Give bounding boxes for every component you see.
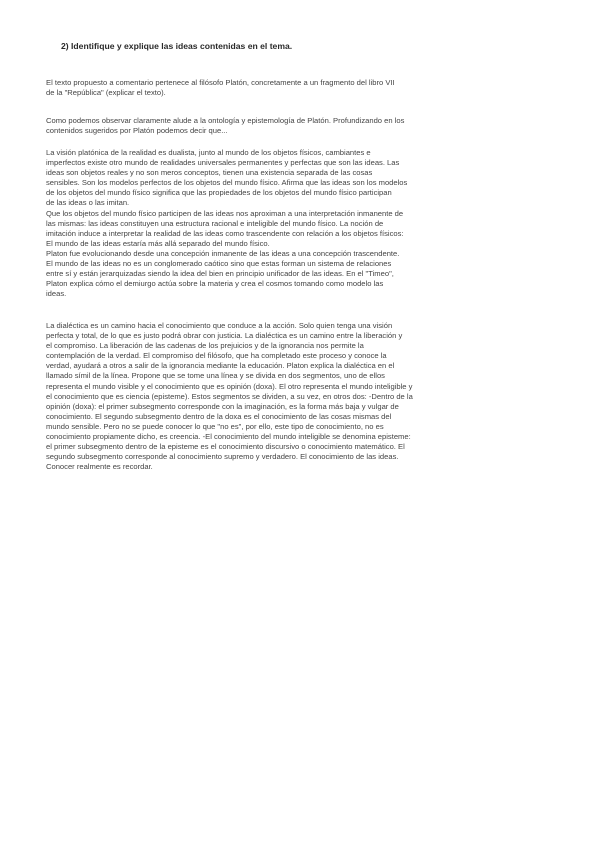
paragraph-ontology: Como podemos observar claramente alude a la ontología y epistemología de Platón. Profundizando en los contenidos sugeridos por Platón podemos decir que...	[46, 116, 405, 136]
paragraph-dualism: La visión platónica de la realidad es dualista, junto al mundo de los objetos físicos, cambiantes e imperfectos existe otro mundo de realidades universales permanentes y perfectas que son las ideas. Las ideas son objetos reales y no son meros conceptos, tienen una existencia separada de las cosas sensibles. Son los modelos perfectos de los objetos del mundo físico. Afirma que las ideas son los modelos de los objetos del mundo físico significa que las propiedades de los objetos del mundo físico participan de las ideas o las imitan. Que los objetos del mundo físico participen de las ideas nos aproximan a una interpretación inmanente de las mismas: las ideas constituyen una estructura racional e inteligible del mundo físico. La noción de imitación induce a interpretar la realidad de las ideas como trascendente con relación a los objetos físicos: El mundo de las ideas estaría más allá separado del mundo físico. Platon fue evolucionando desde una concepción inmanente de las ideas a una concepción trascendente. El mundo de las ideas no es un conglomerado caótico sino que estas forman un sistema de relaciones entre sí y están jerarquizadas siendo la idea del bien en principio unificador de las ideas. En el "Timeo", Platon explica cómo el demiurgo actúa sobre la materia y crea el cosmos tomando como modelo las ideas.	[46, 148, 408, 299]
paragraph-dialectic: La dialéctica es un camino hacia el conocimiento que conduce a la acción. Solo quien tenga una visión perfecta y total, de lo que es justo podrá obrar con justicia. La dialéctica es un camino entre la liberación y el compromiso. La liberación de las cadenas de los prejuicios y de la ignorancia nos permite la contemplación de la verdad. El compromiso del filósofo, que ha completado este proceso y conoce la verdad, ayudará a otros a salir de la ignorancia mediante la educación. Platon explica la dialéctica en el llamado símil de la línea. Propone que se tome una línea y se divida en dos segmentos, uno de ellos representa el mundo visible y el conocimiento que es opinión (doxa). El otro representa el mundo inteligible y el conocimiento que es ciencia (episteme). Estos segmentos se dividen, a su vez, en otros dos: -Dentro de la opinión (doxa): el primer subsegmento corresponde con la imaginación, es la forma más baja y vulgar de conocimiento. El segundo subsegmento dentro de la doxa es el conocimiento de las cosas mismas del mundo sensible. Pero no se puede conocer lo que "no es", por ello, este tipo de conocimiento, no es conocimiento propiamente dicho, es creencia. -El conocimiento del mundo inteligible se denomina episteme: el primer subsegmento dentro de la episteme es el conocimiento discursivo o conocimiento matemático. El segundo subsegmento corresponde al conocimiento supremo y verdadero. El conocimiento de las ideas. Conocer realmente es recordar.	[46, 321, 413, 472]
paragraph-intro: El texto propuesto a comentario pertenece al filósofo Platón, concretamente a un fragmento del libro VII de la "República" (explicar el texto).	[46, 78, 395, 98]
question-heading: 2) Identifique y explique las ideas contenidas en el tema.	[61, 41, 293, 51]
